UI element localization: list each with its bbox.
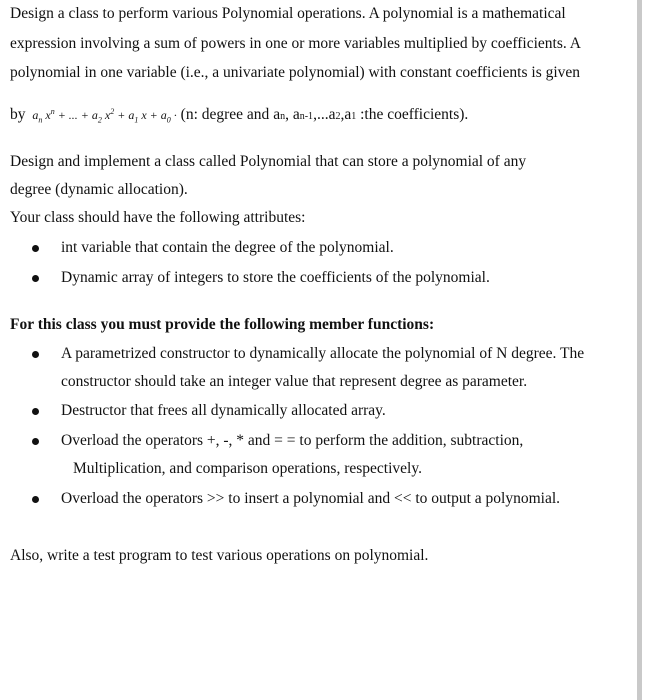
intro-line-3: polynomial in one variable (i.e., a univariate polynomial) with constant coefficients is given [10, 64, 581, 81]
bullet-icon [32, 275, 39, 282]
page-edge-rule [637, 0, 642, 700]
bullet-icon [32, 408, 39, 415]
polynomial-formula: $a_n$ $x^n$ + ... + $a_2$ $x^2 + a_1$ $x + a_0$ · [29, 107, 177, 125]
function-item-4: Overload the operators >> to insert a polynomial and << to output a polynomial. [61, 490, 561, 507]
design-line-3: Your class should have the following attributes: [10, 209, 306, 226]
function-item-3-line-2: Multiplication, and comparison operations, respectively. [73, 460, 422, 477]
design-line-2: degree (dynamic allocation). [10, 181, 188, 198]
bullet-icon [32, 438, 39, 445]
function-item-2: Destructor that frees all dynamically allocated array. [61, 402, 386, 419]
bullet-icon [32, 496, 39, 503]
design-line-1: Design and implement a class called Polynomial that can store a polynomial of any [10, 153, 527, 170]
attribute-item-1: int variable that contain the degree of the polynomial. [61, 239, 394, 256]
intro-coefficients-text: the coefficients). [364, 106, 469, 123]
function-item-1-line-2: constructor should take an integer value that represent degree as parameter. [61, 373, 528, 390]
bullet-icon [32, 351, 39, 358]
intro-line-2: expression involving a sum of powers in one or more variables multiplied by coefficients. A [10, 35, 581, 52]
function-item-1-line-1: A parametrized constructor to dynamically allocate the polynomial of N degree. The [61, 345, 585, 362]
closing-text: Also, write a test program to test various operations on polynomial. [10, 547, 429, 564]
intro-line-1: Design a class to perform various Polynomial operations. A polynomial is a mathematical [10, 5, 566, 22]
intro-by: by [10, 106, 26, 123]
functions-heading: For this class you must provide the following member functions: [10, 316, 435, 333]
function-item-3-line-1: Overload the operators +, -, * and = = to perform the addition, subtraction, [61, 432, 524, 449]
intro-line-4 [10, 102, 468, 130]
attribute-item-2: Dynamic array of integers to store the coefficients of the polynomial. [61, 269, 490, 286]
intro-degree-text: (n: degree and [180, 106, 270, 123]
coefficient-symbols: an, an-1,...a2,a1 : [273, 106, 365, 123]
bullet-icon [32, 245, 39, 252]
